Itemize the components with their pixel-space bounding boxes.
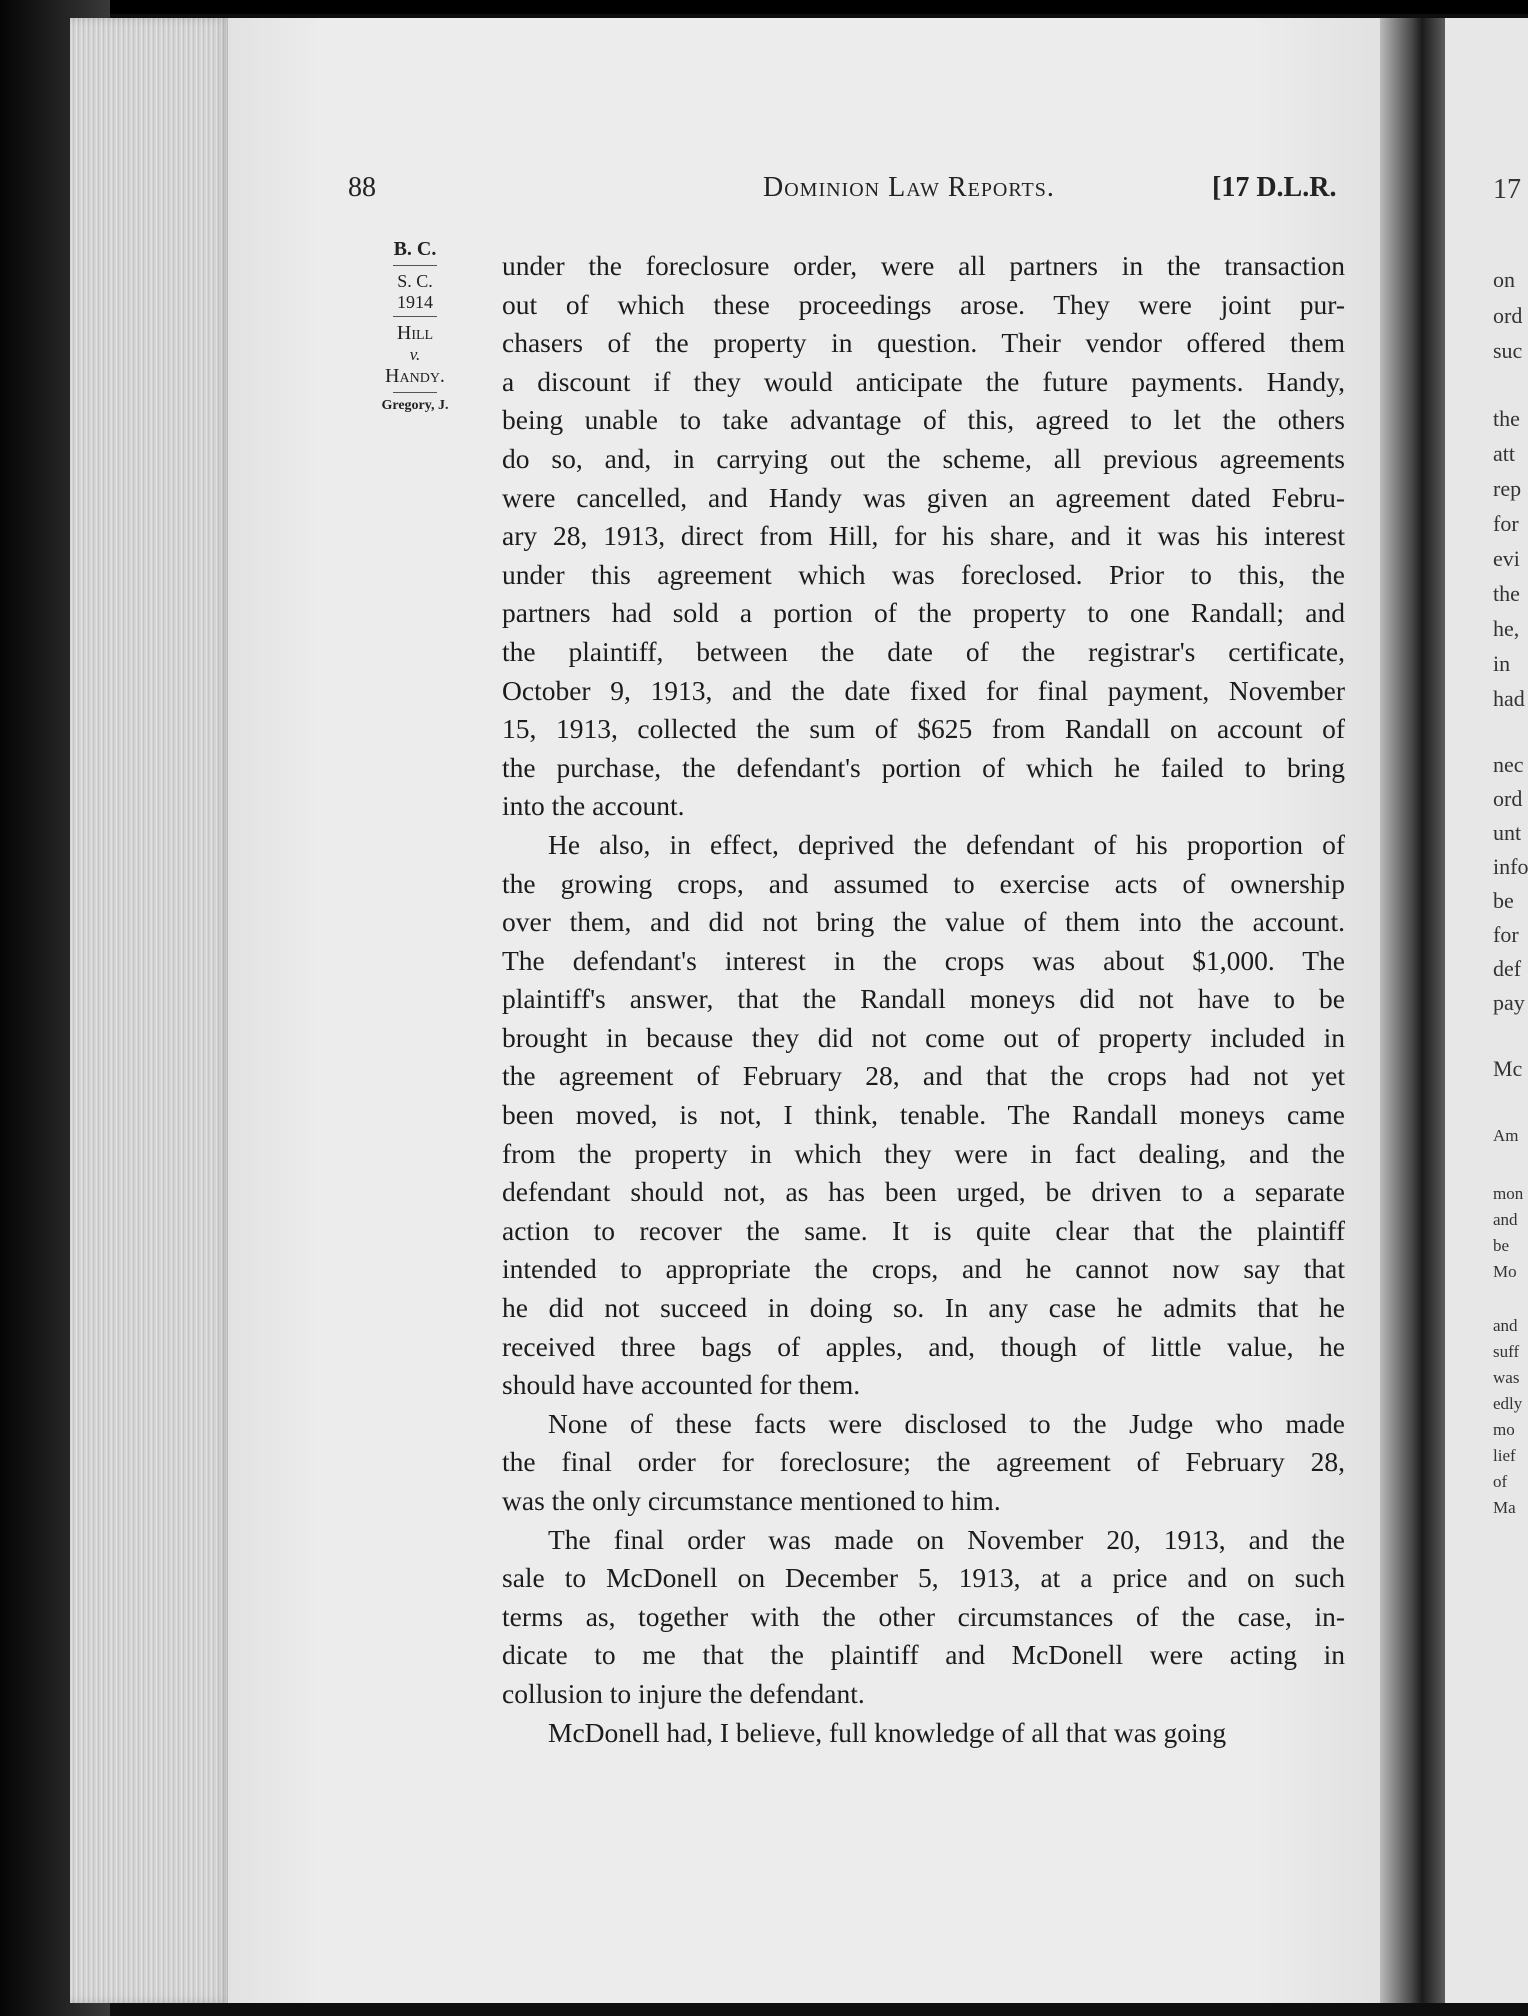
facing-page-fragment: evi <box>1493 546 1520 571</box>
top-dark-edge <box>0 0 1528 14</box>
running-head <box>228 172 1393 212</box>
facing-page-fragment: be <box>1493 888 1514 913</box>
facing-page-fragment: info <box>1493 854 1528 879</box>
body-text-line: should have accounted for them. <box>502 1369 861 1401</box>
judge-label: Gregory, J. <box>381 397 449 413</box>
body-text-line: the growing crops, and assumed to exercise acts of ownership <box>502 867 1345 899</box>
facing-page-fragment: on <box>1493 267 1515 292</box>
body-text-line: from the property in which they were in fact dealing, and the <box>502 1137 1345 1169</box>
body-text-line: The final order was made on November 20, 1913, and the <box>548 1523 1345 1555</box>
division-label: S. C. <box>397 271 433 291</box>
facing-page-fragment: had <box>1493 686 1525 711</box>
body-text-line: He also, in effect, deprived the defendant of his proportion of <box>548 828 1345 860</box>
facing-page-fragment: was <box>1493 1368 1520 1387</box>
body-text-line: brought in because they did not come out of property included in <box>502 1021 1345 1053</box>
facing-page-fragment: ord <box>1493 303 1523 328</box>
facing-page-fragment: for <box>1493 511 1519 536</box>
journal-title: Dominion Law Reports. <box>763 172 1055 203</box>
body-text-line: over them, and did not bring the value of them into the account. <box>502 906 1345 938</box>
case-party-second: Handy. <box>385 364 445 387</box>
sidenote-rule <box>393 265 437 266</box>
body-text-line: defendant should not, as has been urged, be driven to a separate <box>502 1176 1345 1208</box>
body-text-line: terms as, together with the other circumstances of the case, in- <box>502 1600 1345 1632</box>
stacked-page-edges <box>70 18 230 2003</box>
facing-page-fragment: be <box>1493 1236 1510 1255</box>
facing-page-fragment: ord <box>1493 786 1523 811</box>
body-text-line: sale to McDonell on December 5, 1913, at a price and on such <box>502 1562 1345 1594</box>
facing-page-fragment: nec <box>1493 752 1524 777</box>
body-text-line: action to recover the same. It is quite clear that the plaintiff <box>502 1214 1345 1246</box>
body-text-line: was the only circumstance mentioned to him. <box>502 1485 1001 1516</box>
body-text-line: do so, and, in carrying out the scheme, all previous agreements <box>502 442 1345 474</box>
body-text-line: intended to appropriate the crops, and he cannot now say that <box>502 1253 1345 1285</box>
court-label: B. C. <box>393 238 437 260</box>
facing-page-fragment: lief <box>1493 1446 1516 1465</box>
case-party-first: Hill <box>396 322 434 345</box>
body-text-line: under the foreclosure order, were all partners in the transaction <box>502 250 1345 281</box>
case-versus: v. <box>409 345 421 365</box>
facing-page-fragment: Mo <box>1493 1262 1517 1281</box>
facing-page-fragment: of <box>1493 1472 1508 1491</box>
body-text-line: the agreement of February 28, and that the crops had not yet <box>502 1060 1345 1092</box>
body-text-line: being unable to take advantage of this, agreed to let the others <box>502 404 1345 436</box>
facing-page-fragment: and <box>1493 1210 1518 1229</box>
facing-page-header: 17 <box>1493 174 1521 205</box>
body-text-line: None of these facts were disclosed to the Judge who made <box>548 1407 1345 1439</box>
body-text-line: dicate to me that the plaintiff and McDonell were acting in <box>502 1639 1345 1671</box>
facing-page-fragment: rep <box>1493 476 1522 501</box>
body-text-line: ary 28, 1913, direct from Hill, for his share, and it was his interest <box>502 520 1345 552</box>
body-text-line: collusion to injure the defendant. <box>502 1677 865 1709</box>
sidenote-rule <box>393 392 437 393</box>
facing-page-fragment: and <box>1493 1316 1518 1335</box>
body-text-line: The defendant's interest in the crops was about $1,000. The <box>502 944 1345 976</box>
facing-page-fragment: edly <box>1493 1394 1523 1413</box>
body-text-line: the plaintiff, between the date of the registrar's certificate, <box>502 635 1345 667</box>
body-text-line: under this agreement which was foreclosed. Prior to this, the <box>502 558 1345 590</box>
facing-page-fragment: def <box>1493 956 1522 981</box>
facing-page-fragment: suff <box>1493 1342 1520 1361</box>
body-text-line: a discount if they would anticipate the future payments. Handy, <box>502 365 1345 397</box>
facing-page-fragment: for <box>1493 922 1519 947</box>
body-text-line: chasers of the property in question. Their vendor offered them <box>502 327 1345 359</box>
body-text-line: been moved, is not, I think, tenable. The Randall moneys came <box>502 1099 1345 1131</box>
body-text-line: the final order for foreclosure; the agreement of February 28, <box>502 1446 1345 1478</box>
margin-sidenote <box>355 238 475 414</box>
binding-gutter <box>1380 18 1450 2003</box>
page-number: 88 <box>348 172 376 203</box>
facing-page-fragment: unt <box>1493 820 1522 845</box>
facing-page-fragment: pay <box>1493 990 1525 1015</box>
body-text-line: the purchase, the defendant's portion of which he failed to bring <box>502 751 1345 783</box>
body-text-line: McDonell had, I believe, full knowledge of all that was going <box>548 1716 1227 1748</box>
facing-page-fragment: suc <box>1493 338 1523 363</box>
facing-page-fragment: mo <box>1493 1420 1515 1439</box>
body-text <box>502 247 1345 1752</box>
body-text-line: plaintiff's answer, that the Randall moneys did not have to be <box>502 983 1345 1015</box>
sidenote-rule <box>393 316 437 317</box>
body-text-line: received three bags of apples, and, though of little value, he <box>502 1330 1345 1362</box>
facing-page-fragment: Am <box>1493 1126 1519 1145</box>
body-text-line: partners had sold a portion of the property to one Randall; and <box>502 597 1345 629</box>
body-text-line: October 9, 1913, and the date fixed for final payment, November <box>502 674 1345 706</box>
facing-page-fragment: the <box>1493 581 1520 606</box>
body-text-line: 15, 1913, collected the sum of $625 from Randall on account of <box>502 713 1345 745</box>
body-text-line: he did not succeed in doing so. In any case he admits that he <box>502 1292 1345 1324</box>
body-text-line: into the account. <box>502 790 685 822</box>
facing-page-fragment: Ma <box>1493 1498 1516 1517</box>
facing-page-fragment: mon <box>1493 1184 1524 1203</box>
body-text-line: were cancelled, and Handy was given an agreement dated Febru- <box>502 481 1345 513</box>
volume-reference: [17 D.L.R. <box>1212 172 1337 203</box>
facing-page-fragment: the <box>1493 406 1520 431</box>
facing-page-fragment: att <box>1493 441 1515 466</box>
facing-page-fragment: Mc <box>1493 1056 1523 1081</box>
facing-page-fragment: in <box>1493 651 1511 676</box>
year-label: 1914 <box>397 291 433 312</box>
facing-page-fragment: he, <box>1493 616 1520 641</box>
body-text-line: out of which these proceedings arose. They were joint pur- <box>502 288 1345 320</box>
